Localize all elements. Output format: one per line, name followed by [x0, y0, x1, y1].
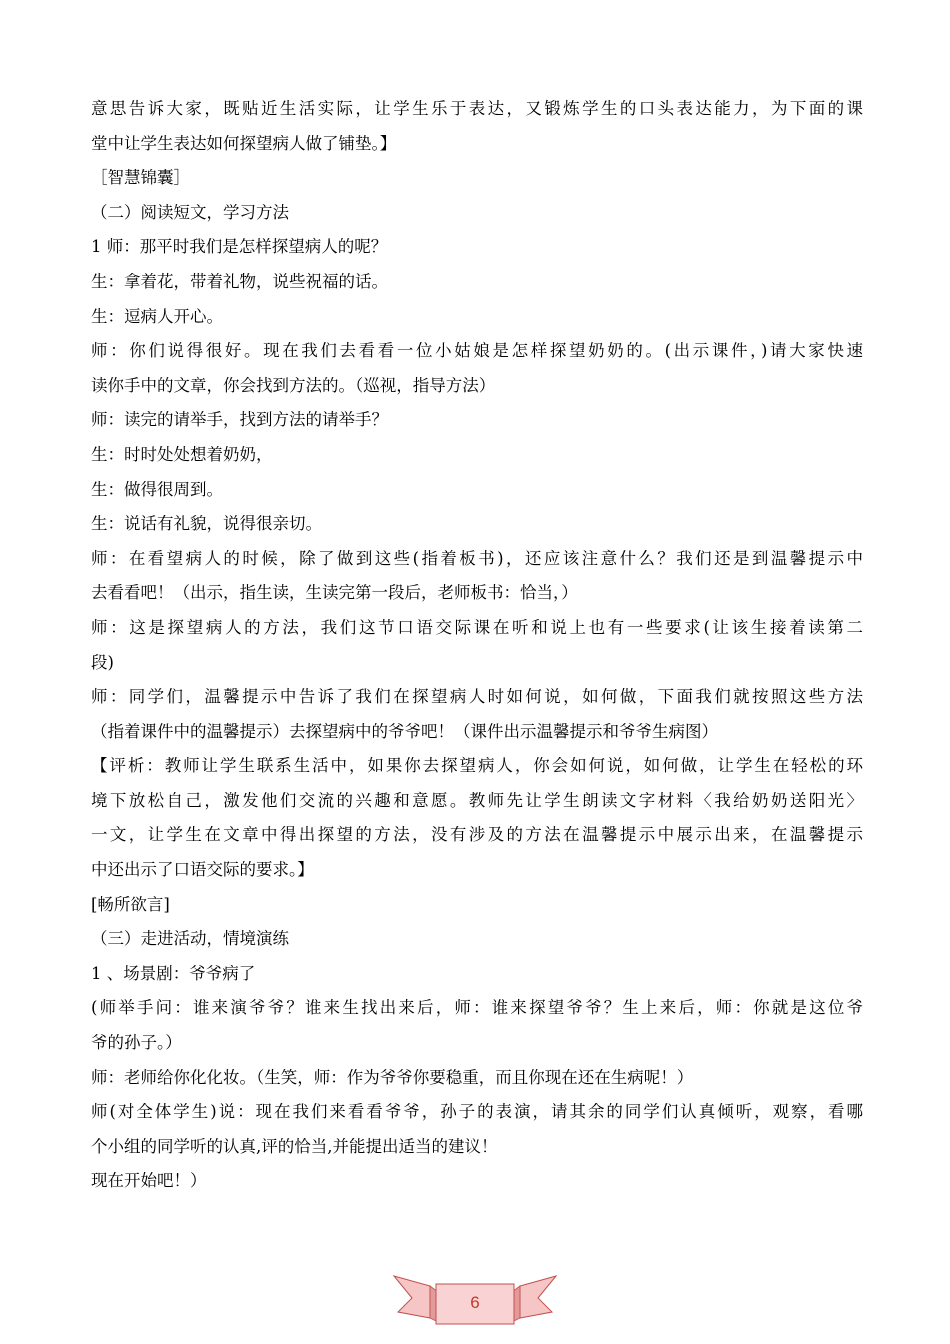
page-number-ribbon [392, 1272, 558, 1328]
text-line: 师(对全体学生)说：现在我们来看看爷爷，孙子的表演，请其余的同学们认真倾听，观察，看哪 [91, 1102, 863, 1122]
text-line: 个小组的同学听的认真,评的恰当,并能提出适当的建议！ [91, 1136, 498, 1156]
text-line: 师：你们说得很好。现在我们去看看一位小姑娘是怎样探望奶奶的。(出示课件，)请大家快速 [91, 341, 863, 361]
commentary-line: 一文，让学生在文章中得出探望的方法，没有涉及的方法在温馨提示中展示出来，在温馨提示 [91, 825, 863, 845]
text-line: 现在开始吧！） [91, 1171, 207, 1191]
text-line: 去看看吧！（出示，指生读，生读完第一段后，老师板书：恰当，） [91, 583, 578, 603]
commentary-line: 境下放松自己，激发他们交流的兴趣和意愿。教师先让学生朗读文字材料〈我给奶奶送阳光〉 [91, 790, 863, 810]
text-line: 读你手中的文章，你会找到方法的。（巡视，指导方法） [91, 375, 496, 395]
section-heading: （三）走进活动，情境演练 [91, 929, 289, 949]
text-line: (师举手问：谁来演爷爷？谁来生找出来后，师：谁来探望爷爷？生上来后，师：你就是这位爷 [91, 998, 863, 1018]
text-line: 1 师：那平时我们是怎样探望病人的呢？ [91, 237, 388, 257]
text-line: 师：在看望病人的时候，除了做到这些(指着板书)，还应该注意什么？我们还是到温馨提示中 [91, 548, 863, 568]
page-number: 6 [470, 1293, 480, 1312]
text-line: 生：说话有礼貌，说得很亲切。 [91, 514, 322, 534]
text-line: 爷的孙子。） [91, 1033, 182, 1053]
text-line: （指着课件中的温馨提示）去探望病中的爷爷吧！（课件出示温馨提示和爷爷生病图） [91, 721, 718, 741]
text-line: 1 、场景剧：爷爷病了 [91, 963, 256, 983]
commentary-line: 中还出示了口语交际的要求。】 [91, 860, 314, 880]
text-line: 生：做得很周到。 [91, 479, 223, 499]
text-line: 段) [91, 652, 114, 672]
section-heading: ［智慧锦囊］ [91, 168, 190, 188]
text-line: 生：逗病人开心。 [91, 306, 223, 326]
text-line: 生：拿着花，带着礼物，说些祝福的话。 [91, 271, 388, 291]
text-line: 师：老师给你化化妆。（生笑，师：作为爷爷你要稳重，而且你现在还在生病呢！） [91, 1067, 694, 1087]
text-line: 堂中让学生表达如何探望病人做了铺垫。】 [91, 133, 397, 153]
text-line: 意思告诉大家，既贴近生活实际，让学生乐于表达，又锻炼学生的口头表达能力，为下面的课 [91, 99, 863, 118]
commentary-line: 【评析：教师让学生联系生活中，如果你去探望病人，你会如何说，如何做，让学生在轻松的环 [91, 756, 863, 776]
text-line: 师：同学们，温馨提示中告诉了我们在探望病人时如何说，如何做，下面我们就按照这些方法 [91, 687, 863, 707]
document-body [91, 92, 863, 1199]
section-heading: （二）阅读短文，学习方法 [91, 202, 289, 222]
section-heading: [畅所欲言] [91, 894, 170, 914]
text-line: 生：时时处处想着奶奶， [91, 444, 273, 464]
text-line: 师：这是探望病人的方法，我们这节口语交际课在听和说上也有一些要求(让该生接着读第二 [91, 617, 863, 637]
text-line: 师：读完的请举手，找到方法的请举手？ [91, 410, 388, 430]
